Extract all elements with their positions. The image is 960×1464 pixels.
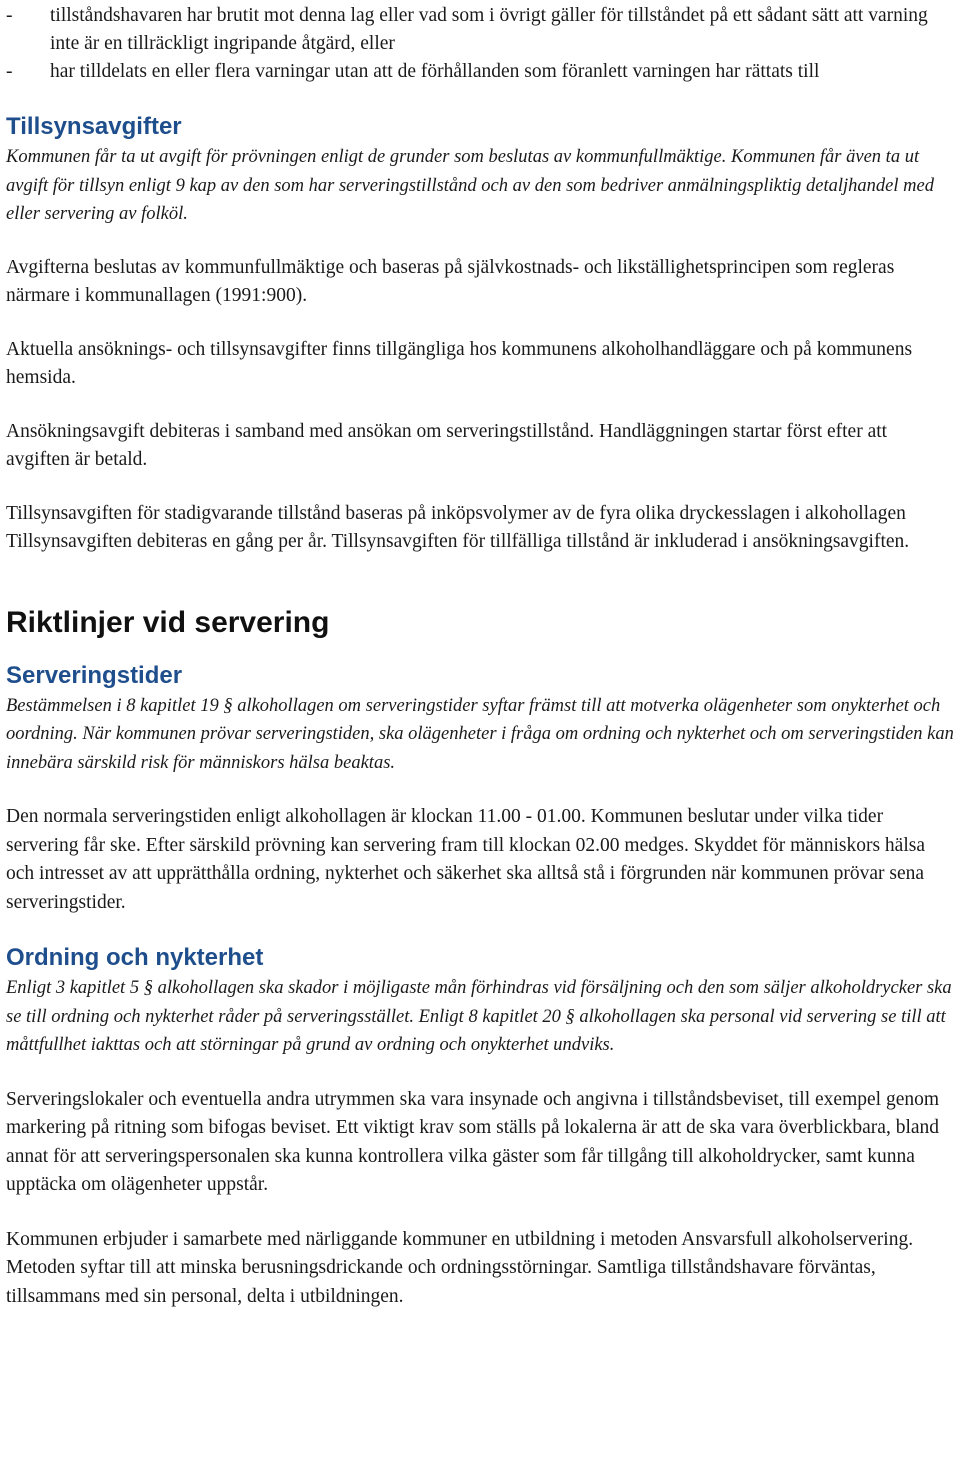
bullet-item: [6, 2, 954, 58]
document-page: [0, 2, 960, 1464]
heading-ordning-och-nykterhet: Ordning och nykterhet: [6, 944, 264, 971]
ordning-intro: Enligt 3 kapitlet 5 § alkohollagen ska skador i möjligaste mån förhindras vid försäljning och den som säljer alkoholdrycker ska se till ordning och nykterhet råder på serveringsstället. Enligt 8 kapitlet 20 § alkohollagen ska personal vid servering se till att måttfullhet iakttas och att störningar på grund av ordning och onykterhet undviks.: [6, 978, 952, 1055]
tillsyn-paragraph-1: Avgifterna beslutas av kommunfullmäktige och baseras på självkostnads- och likställighetsprincipen som regleras närmare i kommunallagen (1991:900).: [6, 256, 895, 306]
serveringstider-intro: Bestämmelsen i 8 kapitlet 19 § alkohollagen om serveringstider syftar främst till att motverka olägenheter som onykterhet och oordning. När kommunen prövar serveringstiden, ska olägenheter i fråga om ordning och nykterhet och om serveringstiden kan innebära särskild risk för människors hälsa beaktas.: [6, 695, 954, 773]
tillsyn-intro: Kommunen får ta ut avgift för prövningen enligt de grunder som beslutas av kommunfullmäktige. Kommunen får även ta ut avgift för tillsyn enligt 9 kap av den som har serveringstillstånd och av den som bedriver anmälningspliktig detaljhandel med eller servering av folköl.: [6, 147, 934, 224]
tillsyn-paragraph-4: Tillsynsavgiften för stadigvarande tillstånd baseras på inköpsvolymer av de fyra olika dryckesslagen i alkohollagen Tillsynsavgiften debiteras en gång per år. Tillsynsavgiften för tillfälliga tillstånd är inkluderad i ansökningsavgiften.: [6, 502, 910, 552]
heading-tillsynsavgifter: Tillsynsavgifter: [6, 113, 182, 140]
tillsyn-paragraph-3: Ansökningsavgift debiteras i samband med ansökan om serveringstillstånd. Handläggningen startar först efter att avgiften är betald.: [6, 420, 888, 470]
ordning-paragraph-2: Kommunen erbjuder i samarbete med närliggande kommuner en utbildning i metoden Ansvarsfull alkoholservering. Metoden syftar till att minska berusningsdrickande och ordningsstörningar. Samtliga tillståndshavare förväntas, tillsammans med sin personal, delta i utbildningen.: [6, 1228, 914, 1307]
tillsyn-paragraph-2: Aktuella ansöknings- och tillsynsavgifter finns tillgängliga hos kommunens alkoholhandläggare och på kommunens hemsida.: [6, 338, 913, 388]
ordning-paragraph-1: Serveringslokaler och eventuella andra utrymmen ska vara insynade och angivna i tillståndsbeviset, till exempel genom markering på ritning som bifogas beviset. Ett viktigt krav som ställs på lokalerna är att de ska vara överblickbara, bland annat för att serveringspersonalen ska kunna kontrollera vilka gäster som får tillgång till alkoholdrycker, samt kunna upptäcka om olägenheter uppstår.: [6, 1088, 940, 1195]
bullet-item: [6, 58, 954, 86]
bullet-text: har tilldelats en eller flera varningar utan att de förhållanden som föranlett varningen har rättats till: [50, 61, 820, 82]
heading-riktlinjer: Riktlinjer vid servering: [6, 605, 330, 639]
bullet-dash: -: [6, 61, 13, 82]
heading-serveringstider: Serveringstider: [6, 661, 183, 689]
bullet-dash: -: [6, 5, 13, 26]
bullet-text: tillståndshavaren har brutit mot denna lag eller vad som i övrigt gäller för tillståndet på ett sådant sätt att varning inte är en tillräckligt ingripande åtgärd, eller: [50, 5, 928, 54]
serveringstider-paragraph-1: Den normala serveringstiden enligt alkohollagen är klockan 11.00 - 01.00. Kommunen beslutar under vilka tider servering får ske. Efter särskild prövning kan servering fram till klockan 02.00 medges. Skyddet för människors hälsa och intresset av att upprätthålla ordning, nykterhet och säkerhet ska alltså stå i förgrunden när kommunen prövar sena serveringstider.: [6, 806, 925, 913]
bullet-list: [6, 2, 954, 86]
